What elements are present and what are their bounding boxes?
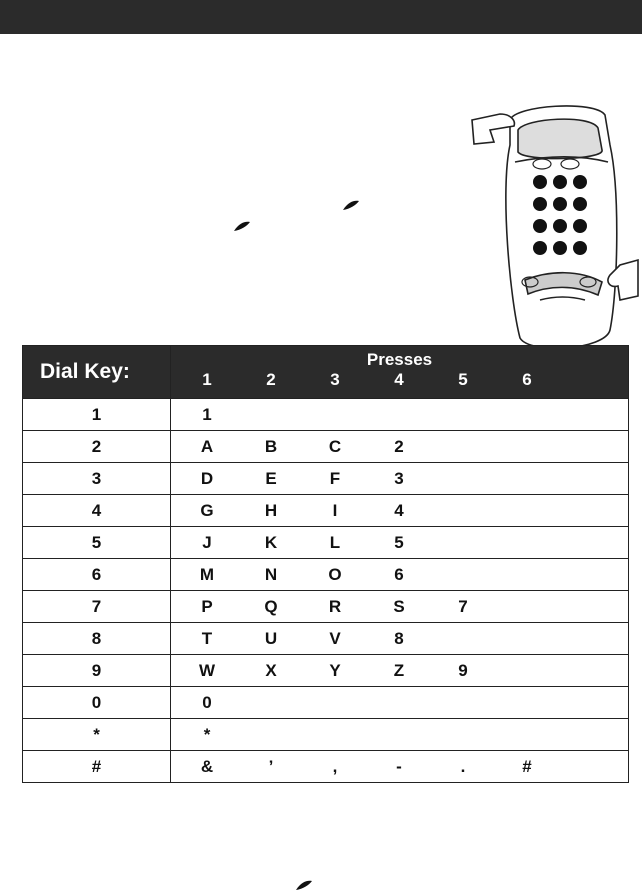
handset-illustration bbox=[470, 100, 640, 358]
dial-key-cell: 8 bbox=[23, 623, 171, 655]
character: Q bbox=[264, 596, 278, 616]
arrow-icon bbox=[342, 200, 360, 212]
characters-cell bbox=[171, 495, 629, 527]
character bbox=[495, 405, 559, 425]
character: T bbox=[201, 628, 213, 648]
character bbox=[431, 437, 495, 457]
dial-key-cell: * bbox=[23, 719, 171, 751]
dial-key-cell: 9 bbox=[23, 655, 171, 687]
press-number: 3 bbox=[330, 370, 340, 389]
character bbox=[495, 597, 559, 617]
character: 6 bbox=[394, 564, 404, 584]
character: 1 bbox=[202, 404, 212, 424]
character: 5 bbox=[394, 532, 404, 552]
character: & bbox=[200, 756, 214, 776]
table-row bbox=[23, 751, 629, 783]
table-row bbox=[23, 559, 629, 591]
character: ’ bbox=[268, 756, 274, 776]
character: B bbox=[264, 436, 278, 456]
character: , bbox=[332, 756, 338, 776]
character: S bbox=[393, 596, 405, 616]
character: G bbox=[200, 500, 214, 520]
character: A bbox=[200, 436, 214, 456]
press-number: 2 bbox=[266, 370, 276, 389]
character bbox=[495, 565, 559, 585]
character bbox=[495, 693, 559, 713]
table-row bbox=[23, 495, 629, 527]
character: D bbox=[200, 468, 214, 488]
characters-cell bbox=[171, 751, 629, 783]
press-number: 1 bbox=[202, 370, 212, 389]
characters-cell bbox=[171, 527, 629, 559]
character: 0 bbox=[202, 692, 212, 712]
character bbox=[431, 693, 495, 713]
character: 2 bbox=[394, 436, 404, 456]
character: # bbox=[522, 756, 532, 776]
table-row bbox=[23, 463, 629, 495]
dial-key-header: Dial Key: bbox=[23, 346, 171, 399]
characters-cell bbox=[171, 399, 629, 431]
characters-cell bbox=[171, 719, 629, 751]
table-row bbox=[23, 431, 629, 463]
character bbox=[431, 533, 495, 553]
character bbox=[303, 725, 367, 745]
character: J bbox=[202, 532, 212, 552]
character bbox=[495, 501, 559, 521]
character bbox=[239, 693, 303, 713]
character: 4 bbox=[394, 500, 404, 520]
character: 8 bbox=[394, 628, 404, 648]
character bbox=[495, 533, 559, 553]
character: 7 bbox=[458, 596, 468, 616]
dial-key-cell: 2 bbox=[23, 431, 171, 463]
dial-key-cell: 5 bbox=[23, 527, 171, 559]
characters-cell bbox=[171, 623, 629, 655]
press-number: 5 bbox=[458, 370, 468, 389]
character bbox=[303, 405, 367, 425]
character: N bbox=[264, 564, 278, 584]
character: F bbox=[329, 468, 341, 488]
table-row bbox=[23, 623, 629, 655]
character bbox=[431, 629, 495, 649]
character bbox=[303, 693, 367, 713]
character: M bbox=[199, 564, 215, 584]
press-number: 6 bbox=[522, 370, 532, 389]
table-row bbox=[23, 687, 629, 719]
character: 9 bbox=[458, 660, 468, 680]
character: W bbox=[198, 660, 216, 680]
character: 3 bbox=[394, 468, 404, 488]
dial-key-cell: 0 bbox=[23, 687, 171, 719]
character bbox=[495, 629, 559, 649]
characters-cell bbox=[171, 463, 629, 495]
character: I bbox=[332, 500, 338, 520]
character: . bbox=[460, 756, 466, 776]
dial-key-cell: # bbox=[23, 751, 171, 783]
dial-key-table bbox=[22, 345, 629, 783]
character: C bbox=[328, 436, 342, 456]
arrow-icon bbox=[233, 221, 251, 233]
table-row bbox=[23, 527, 629, 559]
characters-cell bbox=[171, 431, 629, 463]
dial-key-cell: 4 bbox=[23, 495, 171, 527]
character bbox=[431, 565, 495, 585]
character bbox=[431, 405, 495, 425]
character: H bbox=[264, 500, 278, 520]
characters-cell bbox=[171, 591, 629, 623]
table-row bbox=[23, 399, 629, 431]
character: K bbox=[264, 532, 278, 552]
character: V bbox=[329, 628, 341, 648]
character bbox=[495, 725, 559, 745]
character bbox=[431, 469, 495, 489]
character: E bbox=[265, 468, 277, 488]
arrow-icon bbox=[295, 880, 313, 892]
character: * bbox=[203, 724, 211, 744]
table-header bbox=[23, 346, 629, 399]
character bbox=[495, 469, 559, 489]
characters-cell bbox=[171, 559, 629, 591]
character bbox=[367, 405, 431, 425]
character: U bbox=[264, 628, 278, 648]
character: L bbox=[329, 532, 341, 552]
character bbox=[239, 725, 303, 745]
character bbox=[367, 725, 431, 745]
dial-key-cell: 6 bbox=[23, 559, 171, 591]
dial-key-cell: 1 bbox=[23, 399, 171, 431]
table-row bbox=[23, 655, 629, 687]
character bbox=[367, 693, 431, 713]
character: P bbox=[201, 596, 213, 616]
characters-cell bbox=[171, 687, 629, 719]
table-row bbox=[23, 719, 629, 751]
character: X bbox=[265, 660, 277, 680]
character bbox=[495, 437, 559, 457]
character: - bbox=[396, 756, 402, 776]
character bbox=[431, 725, 495, 745]
character: Z bbox=[393, 660, 405, 680]
press-number: 4 bbox=[394, 370, 404, 389]
presses-title: Presses bbox=[366, 350, 433, 369]
presses-header bbox=[171, 346, 629, 399]
characters-cell bbox=[171, 655, 629, 687]
character: R bbox=[328, 596, 342, 616]
character bbox=[239, 405, 303, 425]
dial-key-cell: 3 bbox=[23, 463, 171, 495]
character bbox=[495, 661, 559, 681]
dial-key-cell: 7 bbox=[23, 591, 171, 623]
table-row bbox=[23, 591, 629, 623]
character: Y bbox=[329, 660, 341, 680]
top-bar bbox=[0, 0, 642, 34]
character: O bbox=[328, 564, 342, 584]
character bbox=[431, 501, 495, 521]
